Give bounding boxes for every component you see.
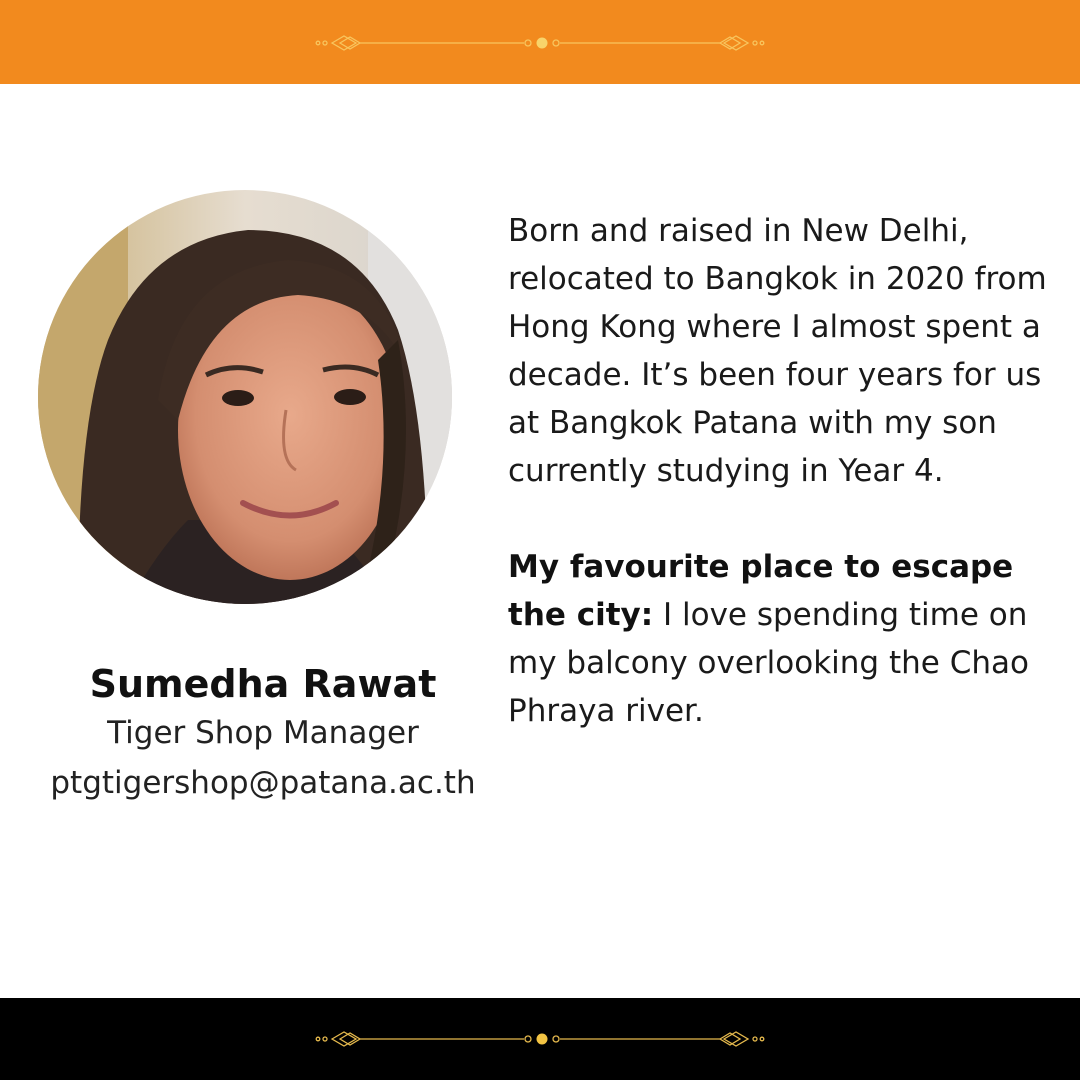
decorative-divider-icon [310,33,770,53]
profile-card [20,660,506,808]
profile-role: Tiger Shop Manager [107,715,419,751]
top-banner [0,0,1080,84]
favourite-label: My favourite place to escape the city: [508,549,1014,633]
bottom-banner [0,998,1080,1080]
profile-email[interactable]: ptgtigershop@patana.ac.th [50,765,476,801]
favourite-text: I love spending time on my balcony overlooking the Chao Phraya river. [508,597,1029,729]
decorative-divider-icon [310,1029,770,1049]
profile-name: Sumedha Rawat [89,662,437,706]
bio-text [508,207,1068,735]
portrait-image [38,190,452,604]
bio-intro: Born and raised in New Delhi, relocated to Bangkok in 2020 from Hong Kong where I almost spent a decade. It’s been four years for us at Bangkok Patana with my son currently studying in Year 4. [508,213,1047,489]
profile-photo [38,190,452,604]
bio-favourite [508,543,1068,735]
